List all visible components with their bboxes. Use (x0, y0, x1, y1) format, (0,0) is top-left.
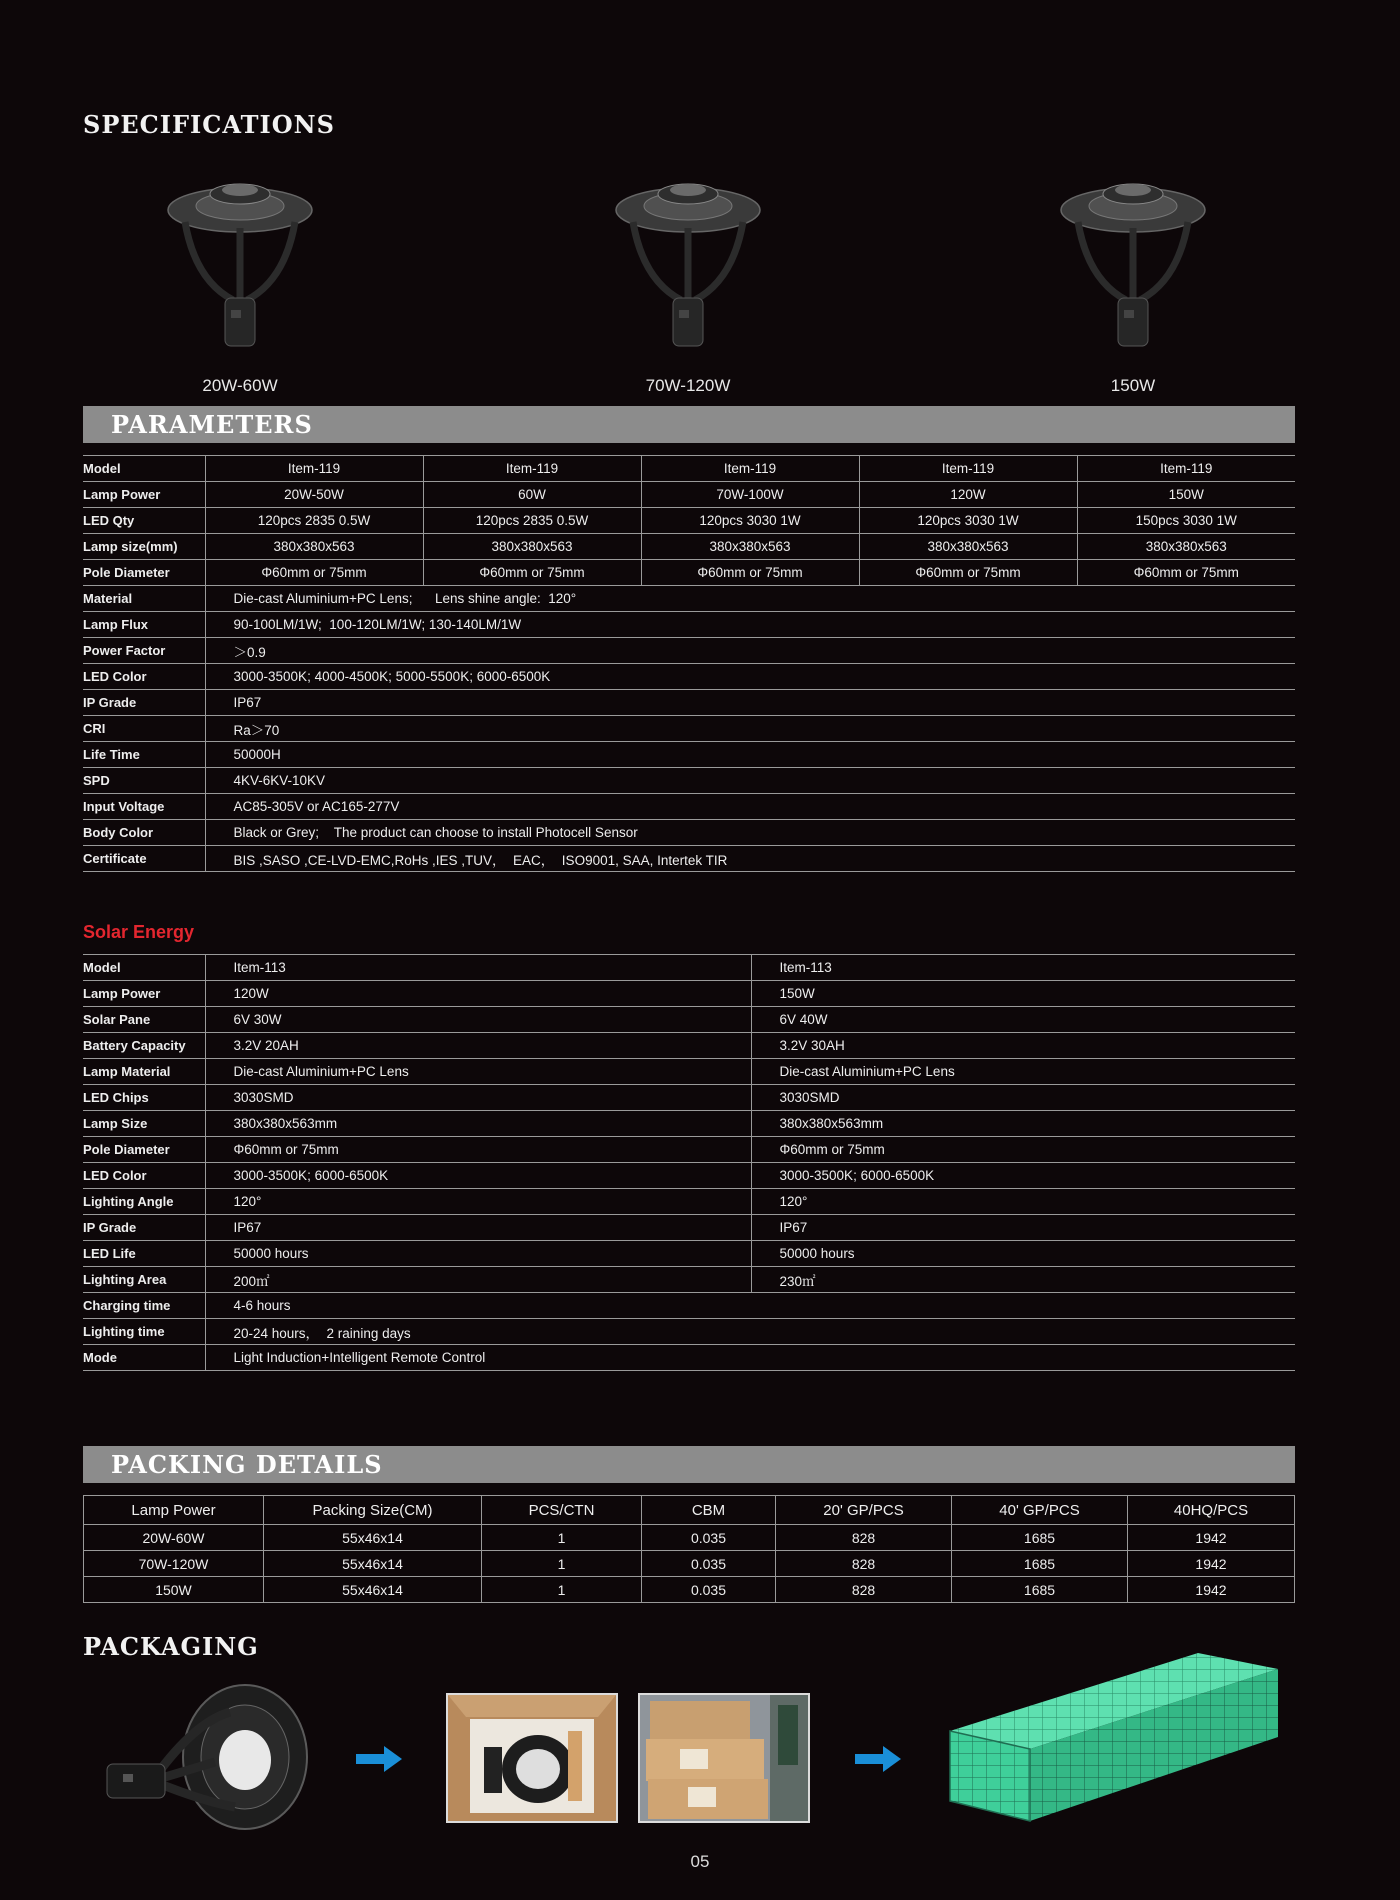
table-row (83, 690, 1295, 716)
column-header: 20' GP/PCS (776, 1496, 952, 1525)
arrow-right-icon (356, 1746, 402, 1772)
post-top-lamp-icon (613, 170, 763, 360)
product-card-150w (1033, 170, 1233, 396)
table-cell: 200㎡ (205, 1267, 751, 1293)
table-cell: 120° (751, 1189, 1295, 1215)
table-cell: Φ60mm or 75mm (859, 560, 1077, 586)
table-cell: 3.2V 30AH (751, 1033, 1295, 1059)
row-label: IP Grade (83, 690, 205, 716)
table-row (84, 1577, 1295, 1603)
table-cell: 50000 hours (205, 1241, 751, 1267)
table-row (83, 1215, 1295, 1241)
table-header-row (84, 1496, 1295, 1525)
table-cell: 380x380x563 (1077, 534, 1295, 560)
table-cell: 3030SMD (205, 1085, 751, 1111)
table-cell: 3000-3500K; 6000-6500K (751, 1163, 1295, 1189)
table-cell: 380x380x563 (205, 534, 423, 560)
table-cell: 60W (423, 482, 641, 508)
row-label: LED Color (83, 664, 205, 690)
solar-energy-table (83, 954, 1295, 1371)
table-cell: 20-24 hours， 2 raining days (205, 1319, 1295, 1345)
row-label: Body Color (83, 820, 205, 846)
row-label: CRI (83, 716, 205, 742)
table-cell: 150W (84, 1577, 264, 1603)
row-label: Charging time (83, 1293, 205, 1319)
table-cell: Item-113 (751, 955, 1295, 981)
table-row (83, 664, 1295, 690)
table-row (83, 1137, 1295, 1163)
table-cell: 6V 30W (205, 1007, 751, 1033)
row-label: Lighting time (83, 1319, 205, 1345)
row-label: Lighting Area (83, 1267, 205, 1293)
table-cell: Φ60mm or 75mm (1077, 560, 1295, 586)
packing-details-heading: PACKING DETAILS (111, 1450, 383, 1479)
table-cell: 55x46x14 (264, 1525, 482, 1551)
table-row (83, 456, 1295, 482)
table-cell: Ra＞70 (205, 716, 1295, 742)
table-cell: 1942 (1128, 1525, 1295, 1551)
column-header: Lamp Power (84, 1496, 264, 1525)
table-cell: 380x380x563 (641, 534, 859, 560)
table-cell: 1 (482, 1577, 642, 1603)
table-cell: 380x380x563 (859, 534, 1077, 560)
row-label: LED Qty (83, 508, 205, 534)
table-cell: Item-119 (1077, 456, 1295, 482)
table-row (83, 560, 1295, 586)
row-label: LED Color (83, 1163, 205, 1189)
table-cell: 380x380x563mm (205, 1111, 751, 1137)
post-top-lamp-icon (165, 170, 315, 360)
row-label: Pole Diameter (83, 560, 205, 586)
table-cell: 380x380x563mm (751, 1111, 1295, 1137)
inner-box-photo (446, 1693, 618, 1823)
table-row (83, 508, 1295, 534)
row-label: Certificate (83, 846, 205, 872)
specifications-heading: SPECIFICATIONS (83, 110, 335, 139)
table-cell: 6V 40W (751, 1007, 1295, 1033)
row-label: Lamp Size (83, 1111, 205, 1137)
packing-details-table (83, 1495, 1295, 1603)
table-row (83, 955, 1295, 981)
table-row (84, 1525, 1295, 1551)
table-cell: 4KV-6KV-10KV (205, 768, 1295, 794)
table-cell: Item-119 (641, 456, 859, 482)
table-cell: 120pcs 2835 0.5W (205, 508, 423, 534)
row-label: Lamp Power (83, 482, 205, 508)
table-cell: Item-113 (205, 955, 751, 981)
row-label: Input Voltage (83, 794, 205, 820)
row-label: Mode (83, 1345, 205, 1371)
table-cell: IP67 (751, 1215, 1295, 1241)
table-cell: 70W-100W (641, 482, 859, 508)
product-card-20w-60w (140, 170, 340, 396)
table-cell: 3000-3500K; 4000-4500K; 5000-5500K; 6000-6500K (205, 664, 1295, 690)
table-cell: IP67 (205, 690, 1295, 716)
table-cell: 1685 (952, 1577, 1128, 1603)
parameters-heading: PARAMETERS (111, 410, 313, 439)
arrow-right-icon (855, 1746, 901, 1772)
product-label: 70W-120W (645, 376, 731, 395)
table-row (83, 1293, 1295, 1319)
table-cell: 70W-120W (84, 1551, 264, 1577)
table-cell: 55x46x14 (264, 1551, 482, 1577)
table-cell: 828 (776, 1525, 952, 1551)
table-row (83, 768, 1295, 794)
table-row (83, 1007, 1295, 1033)
cartons-photo (638, 1693, 810, 1823)
table-cell: 380x380x563 (423, 534, 641, 560)
table-cell: 120pcs 2835 0.5W (423, 508, 641, 534)
table-cell: 3.2V 20AH (205, 1033, 751, 1059)
table-cell: 150W (1077, 482, 1295, 508)
table-cell: 0.035 (642, 1551, 776, 1577)
table-row (83, 742, 1295, 768)
row-label: Life Time (83, 742, 205, 768)
row-label: Lamp size(mm) (83, 534, 205, 560)
table-row (83, 981, 1295, 1007)
table-cell: Die-cast Aluminium+PC Lens; Lens shine angle: 120° (205, 586, 1295, 612)
table-cell: 120W (205, 981, 751, 1007)
row-label: LED Life (83, 1241, 205, 1267)
table-row (83, 1059, 1295, 1085)
product-label: 20W-60W (202, 376, 278, 395)
table-cell: 1942 (1128, 1577, 1295, 1603)
column-header: 40HQ/PCS (1128, 1496, 1295, 1525)
table-cell: Black or Grey; The product can choose to install Photocell Sensor (205, 820, 1295, 846)
table-cell: Die-cast Aluminium+PC Lens (751, 1059, 1295, 1085)
table-cell: 230㎡ (751, 1267, 1295, 1293)
table-cell: 120pcs 3030 1W (641, 508, 859, 534)
table-cell: IP67 (205, 1215, 751, 1241)
table-cell: AC85-305V or AC165-277V (205, 794, 1295, 820)
packing-details-band (83, 1446, 1295, 1483)
row-label: Power Factor (83, 638, 205, 664)
table-cell: 0.035 (642, 1577, 776, 1603)
product-card-70w-120w (588, 170, 788, 396)
product-label: 150W (1110, 376, 1156, 395)
table-row (83, 716, 1295, 742)
row-label: Solar Pane (83, 1007, 205, 1033)
row-label: Pole Diameter (83, 1137, 205, 1163)
table-row (83, 1345, 1295, 1371)
table-cell: 150pcs 3030 1W (1077, 508, 1295, 534)
column-header: CBM (642, 1496, 776, 1525)
table-row (83, 1189, 1295, 1215)
table-cell: ＞0.9 (205, 638, 1295, 664)
table-row (83, 820, 1295, 846)
row-label: Material (83, 586, 205, 612)
row-label: Battery Capacity (83, 1033, 205, 1059)
table-cell: 1 (482, 1551, 642, 1577)
table-cell: 1685 (952, 1525, 1128, 1551)
table-row (83, 794, 1295, 820)
table-cell: Die-cast Aluminium+PC Lens (205, 1059, 751, 1085)
table-row (83, 1033, 1295, 1059)
table-cell: 828 (776, 1551, 952, 1577)
table-cell: Φ60mm or 75mm (641, 560, 859, 586)
parameters-band (83, 406, 1295, 443)
table-row (83, 482, 1295, 508)
packaging-heading: PACKAGING (83, 1632, 259, 1661)
table-cell: 0.035 (642, 1525, 776, 1551)
solar-energy-heading: Solar Energy (83, 922, 195, 942)
table-row (83, 1085, 1295, 1111)
table-cell: 120pcs 3030 1W (859, 508, 1077, 534)
table-row (83, 1267, 1295, 1293)
row-label: LED Chips (83, 1085, 205, 1111)
table-cell: 1 (482, 1525, 642, 1551)
column-header: Packing Size(CM) (264, 1496, 482, 1525)
table-cell: 50000H (205, 742, 1295, 768)
table-cell: 50000 hours (751, 1241, 1295, 1267)
row-label: Model (83, 955, 205, 981)
table-row (83, 638, 1295, 664)
post-top-lamp-icon (1058, 170, 1208, 360)
table-row (83, 1111, 1295, 1137)
table-row (83, 846, 1295, 872)
table-cell: 120° (205, 1189, 751, 1215)
page-number: 05 (690, 1852, 710, 1871)
table-cell: 3030SMD (751, 1085, 1295, 1111)
table-row (83, 586, 1295, 612)
table-cell: 4-6 hours (205, 1293, 1295, 1319)
row-label: Lamp Flux (83, 612, 205, 638)
table-cell: Light Induction+Intelligent Remote Control (205, 1345, 1295, 1371)
carton-stack-image (944, 1645, 1284, 1825)
table-cell: Item-119 (423, 456, 641, 482)
table-cell: Φ60mm or 75mm (205, 1137, 751, 1163)
table-cell: Item-119 (205, 456, 423, 482)
parameters-table (83, 455, 1295, 872)
row-label: IP Grade (83, 1215, 205, 1241)
table-row (83, 1163, 1295, 1189)
table-cell: 3000-3500K; 6000-6500K (205, 1163, 751, 1189)
table-row (84, 1551, 1295, 1577)
column-header: 40' GP/PCS (952, 1496, 1128, 1525)
table-cell: 1685 (952, 1551, 1128, 1577)
table-cell: 1942 (1128, 1551, 1295, 1577)
table-cell: Φ60mm or 75mm (423, 560, 641, 586)
table-cell: 120W (859, 482, 1077, 508)
lamp-product-image (95, 1682, 315, 1837)
table-cell: 828 (776, 1577, 952, 1603)
table-cell: 55x46x14 (264, 1577, 482, 1603)
row-label: SPD (83, 768, 205, 794)
table-cell: Item-119 (859, 456, 1077, 482)
table-cell: 20W-50W (205, 482, 423, 508)
row-label: Model (83, 456, 205, 482)
row-label: Lighting Angle (83, 1189, 205, 1215)
table-cell: Φ60mm or 75mm (205, 560, 423, 586)
table-row (83, 1319, 1295, 1345)
table-cell: BIS ,SASO ,CE-LVD-EMC,RoHs ,IES ,TUV， EAC， ISO9001, SAA, Intertek TIR (205, 846, 1295, 872)
table-cell: 20W-60W (84, 1525, 264, 1551)
table-row (83, 1241, 1295, 1267)
row-label: Lamp Material (83, 1059, 205, 1085)
table-cell: Φ60mm or 75mm (751, 1137, 1295, 1163)
table-cell: 150W (751, 981, 1295, 1007)
table-row (83, 534, 1295, 560)
row-label: Lamp Power (83, 981, 205, 1007)
table-cell: 90-100LM/1W; 100-120LM/1W; 130-140LM/1W (205, 612, 1295, 638)
column-header: PCS/CTN (482, 1496, 642, 1525)
table-row (83, 612, 1295, 638)
